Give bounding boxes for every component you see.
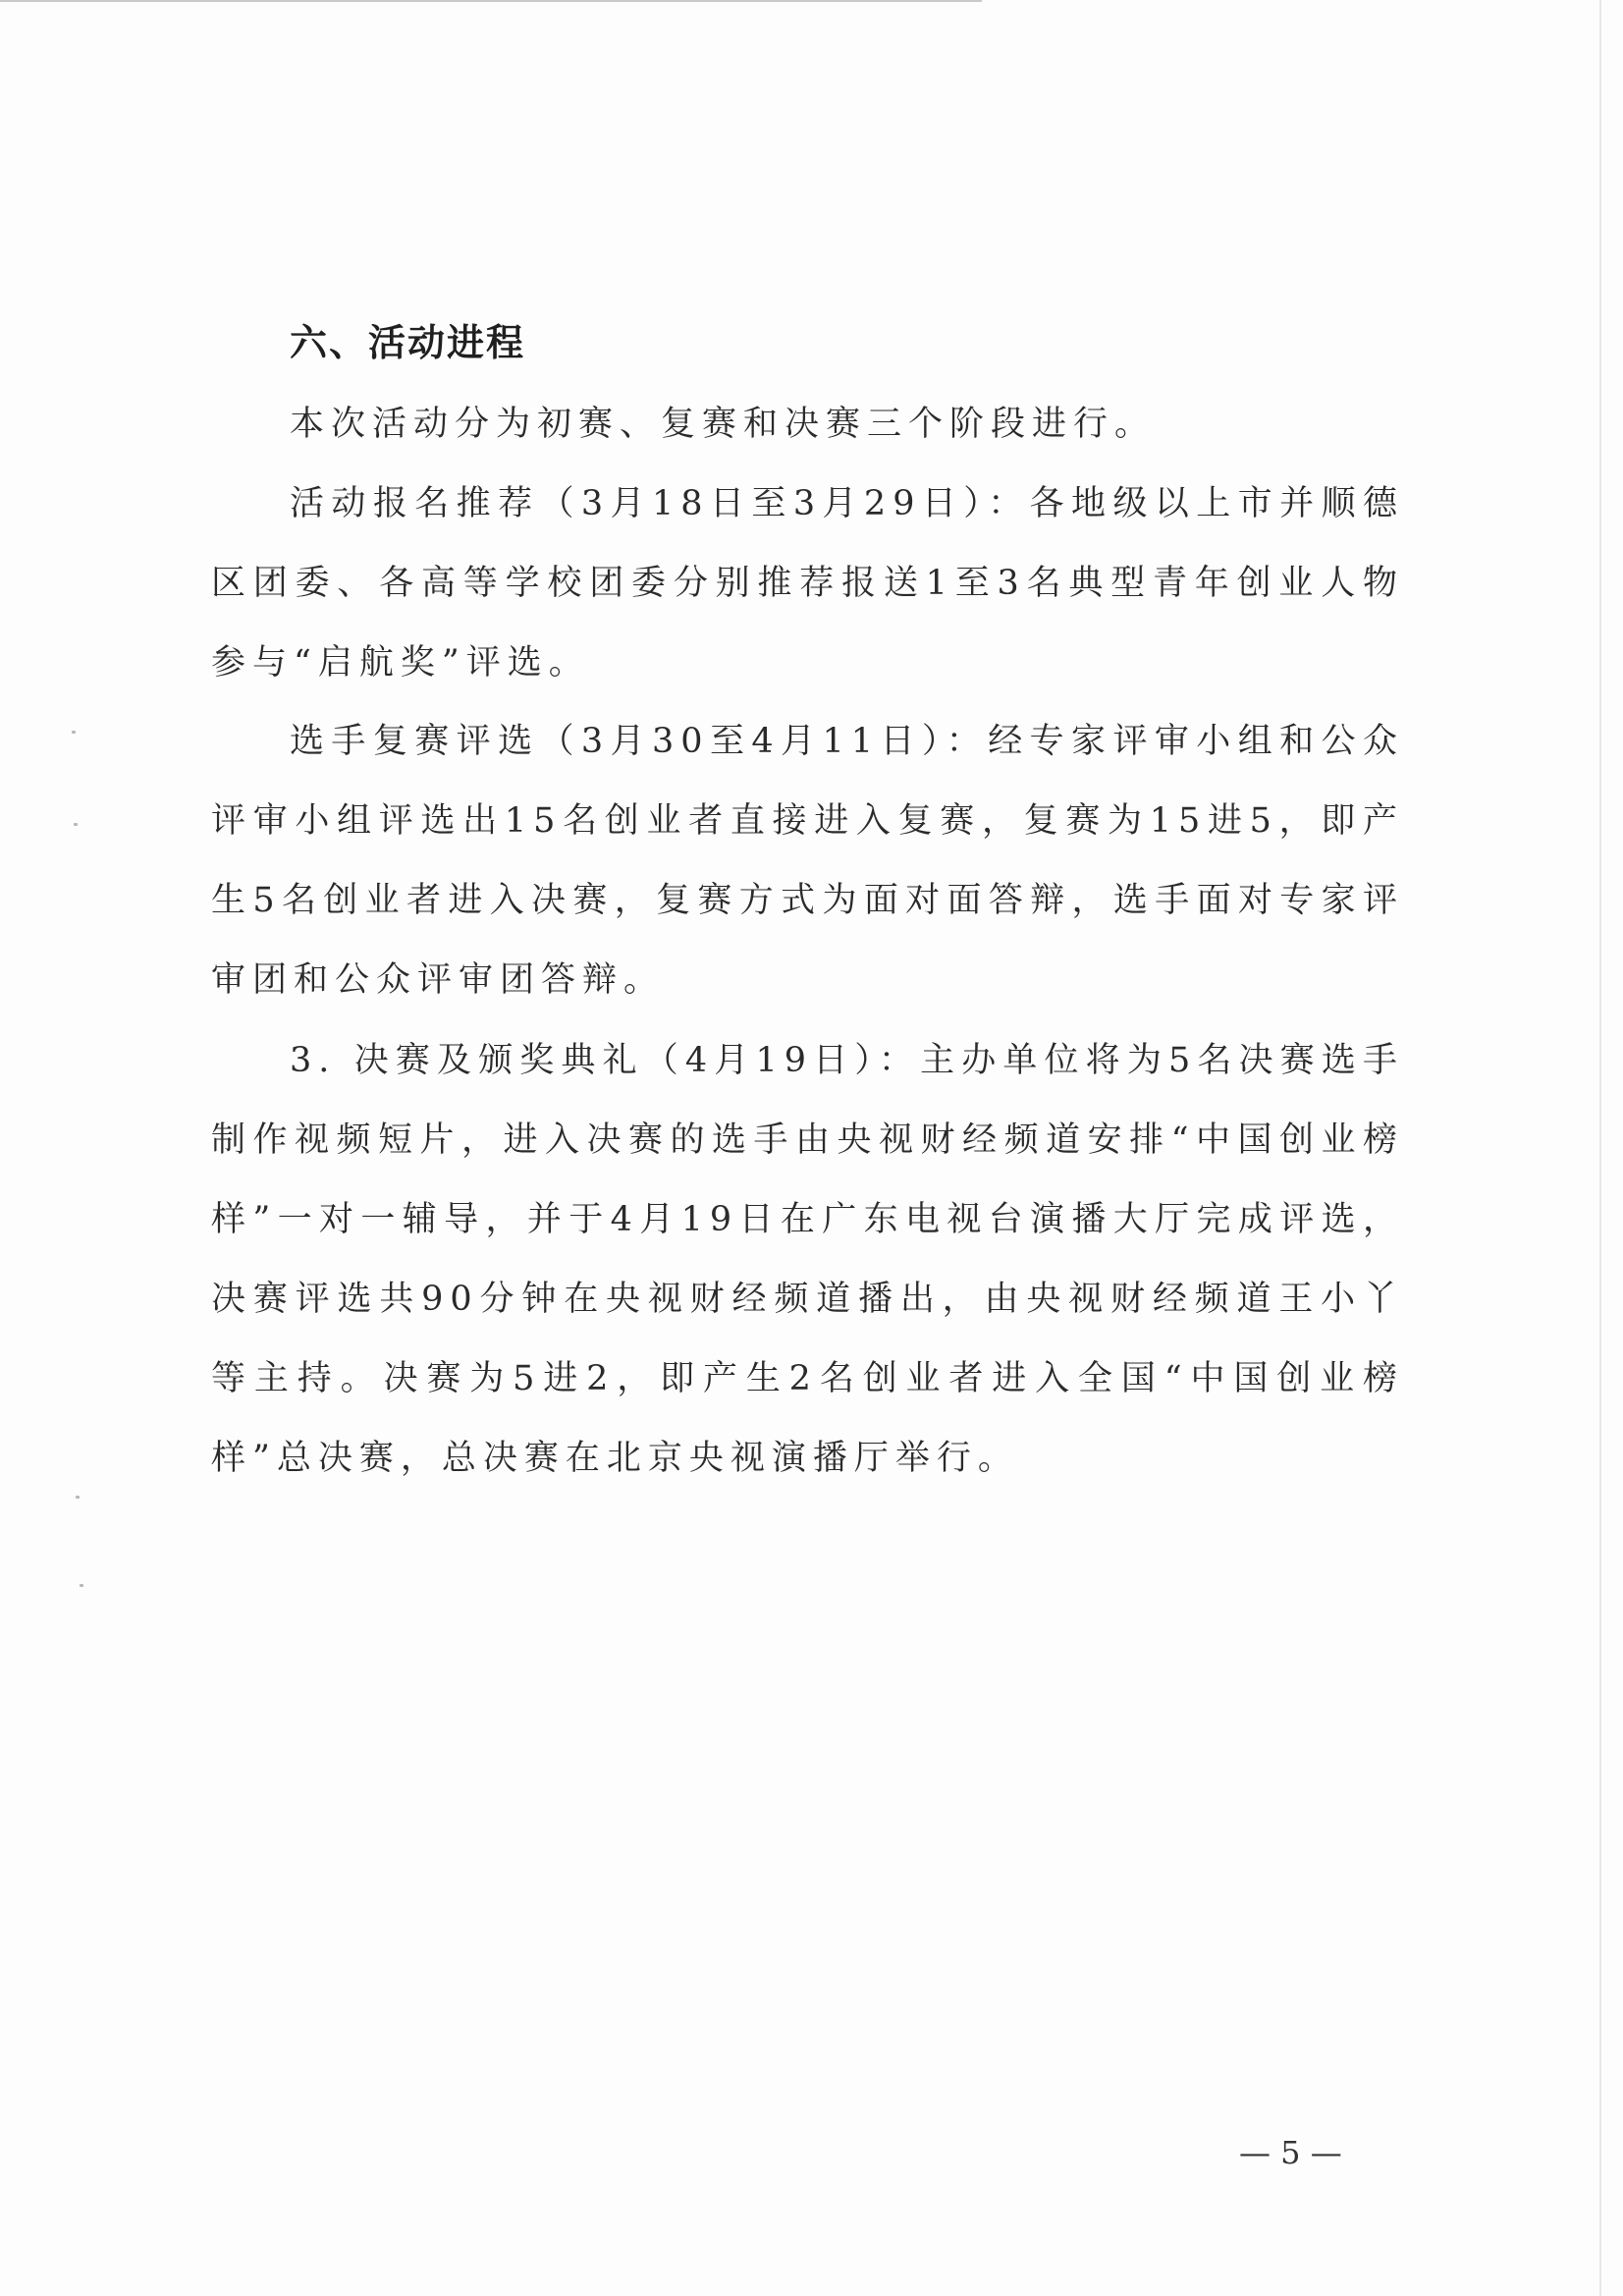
scan-speck	[80, 1584, 83, 1587]
scan-speck	[76, 1496, 80, 1499]
section-heading: 六、活动进程	[290, 321, 526, 364]
scan-speck	[72, 731, 76, 734]
scan-speck	[74, 823, 78, 826]
paragraph-registration: 活动报名推荐（3月18日至3月29日）：各地级以上市并顺德区团委、各高等学校团委分别推荐报送1至3名典型青年创业人物参与“启航奖”评选。	[211, 484, 1404, 683]
paragraph-semifinal: 选手复赛评选（3月30至4月11日）：经专家评审小组和公众评审小组评选出15名创业者直接进入复赛，复赛为15进5，即产生5名创业者进入决赛，复赛方式为面对面答辩，选手面对专家评审团和公众评审团答辩。	[211, 722, 1404, 1000]
paragraph-final: 3. 决赛及颁奖典礼（4月19日）：主办单位将为5名决赛选手制作视频短片，进入决赛的选手由央视财经频道安排“中国创业榜样”一对一辅导，并于4月19日在广东电视台演播大厅完成评选，决赛评选共90分钟在央视财经频道播出，由央视财经频道王小丫等主持。决赛为5进2，即产生2名创业者进入全国“中国创业榜样”总决赛，总决赛在北京央视演播厅举行。	[211, 1041, 1404, 1478]
paragraph-overview: 本次活动分为初赛、复赛和决赛三个阶段进行。	[290, 405, 1157, 444]
page-number: — 5 —	[1239, 2134, 1342, 2171]
scan-edge-shadow	[1599, 0, 1601, 2296]
scan-edge-line	[0, 0, 982, 2]
